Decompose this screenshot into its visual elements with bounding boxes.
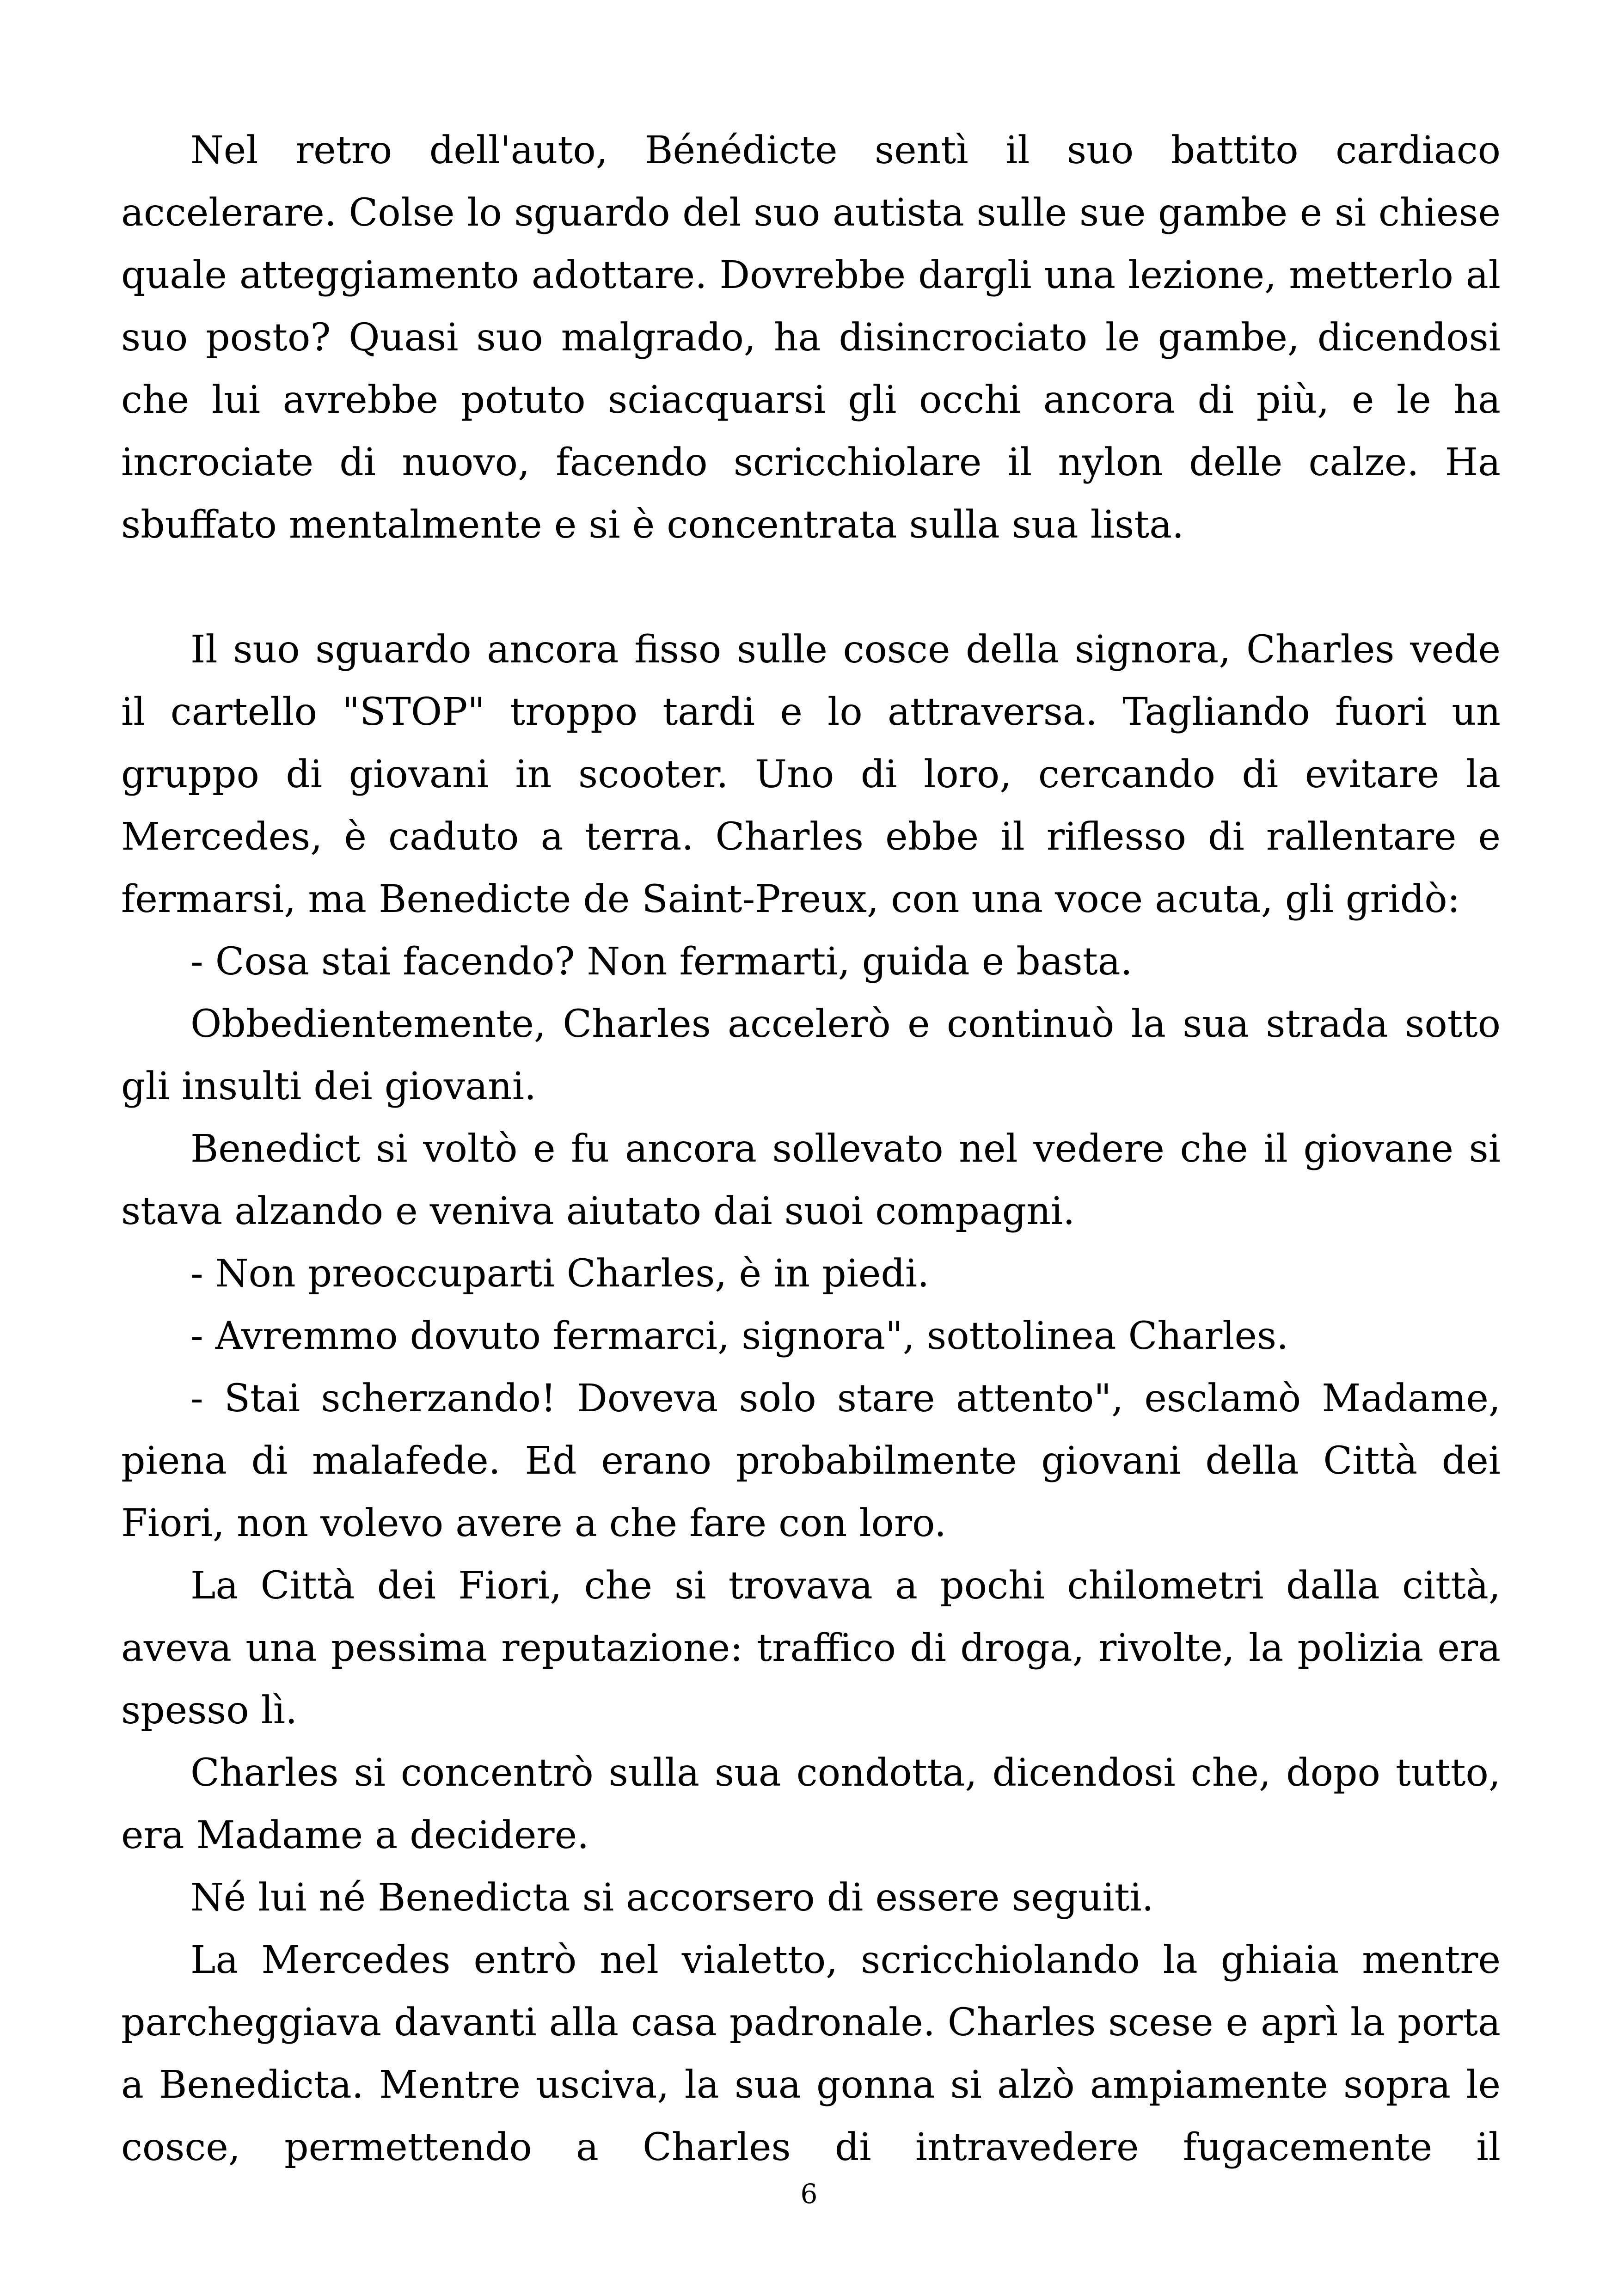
body-text: [121, 119, 1501, 2179]
dialogue-line: - Stai scherzando! Doveva solo stare attento", esclamò Madame, piena di malafede. Ed erano probabilmente giovani della Città dei Fiori, non volevo avere a che fare con loro.: [121, 1377, 1501, 1545]
dialogue-line: - Non preoccuparti Charles, è in piedi.: [190, 1252, 930, 1296]
paragraph: La Città dei Fiori, che si trovava a pochi chilometri dalla città, aveva una pessima reputazione: traffico di droga, rivolte, la polizia era spesso lì.: [121, 1564, 1501, 1733]
paragraph: La Mercedes entrò nel vialetto, scricchiolando la ghiaia mentre parcheggiava davanti alla casa padronale. Charles scese e aprì la porta a Benedicta. Mentre usciva, la sua gonna si alzò ampiamente sopra le cosce, permettendo a Charles di intravedere fugacemente il: [121, 1938, 1501, 2169]
dialogue-line: - Cosa stai facendo? Non fermarti, guida e basta.: [190, 940, 1133, 984]
page-number: 6: [800, 2178, 818, 2210]
paragraph: Obbedientemente, Charles accelerò e continuò la sua strada sotto gli insulti dei giovani.: [121, 1002, 1501, 1108]
paragraph: Nel retro dell'auto, Bénédicte sentì il suo battito cardiaco accelerare. Colse lo sguardo del suo autista sulle sue gambe e si chiese quale atteggiamento adottare. Dovrebbe dargli una lezione, metterlo al suo posto? Quasi suo malgrado, ha disincrociato le gambe, dicendosi che lui avrebbe potuto sciacquarsi gli occhi ancora di più, e le ha incrociate di nuovo, facendo scricchiolare il nylon delle calze. Ha sbuffato mentalmente e si è concentrata sulla sua lista.: [121, 129, 1501, 547]
paragraph-gap: [121, 556, 1501, 618]
paragraph: Il suo sguardo ancora fisso sulle cosce della signora, Charles vede il cartello "STOP" troppo tardi e lo attraversa. Tagliando fuori un gruppo di giovani in scooter. Uno di loro, cercando di evitare la Mercedes, è caduto a terra. Charles ebbe il riflesso di rallentare e fermarsi, ma Benedicte de Saint-Preux, con una voce acuta, gli gridò:: [121, 628, 1501, 921]
dialogue-line: - Avremmo dovuto fermarci, signora", sottolinea Charles.: [190, 1314, 1289, 1358]
paragraph: Benedict si voltò e fu ancora sollevato nel vedere che il giovane si stava alzando e veniva aiutato dai suoi compagni.: [121, 1127, 1501, 1233]
paragraph: Né lui né Benedicta si accorsero di essere seguiti.: [190, 1876, 1154, 1920]
paragraph: Charles si concentrò sulla sua condotta, dicendosi che, dopo tutto, era Madame a decidere.: [121, 1751, 1501, 1857]
